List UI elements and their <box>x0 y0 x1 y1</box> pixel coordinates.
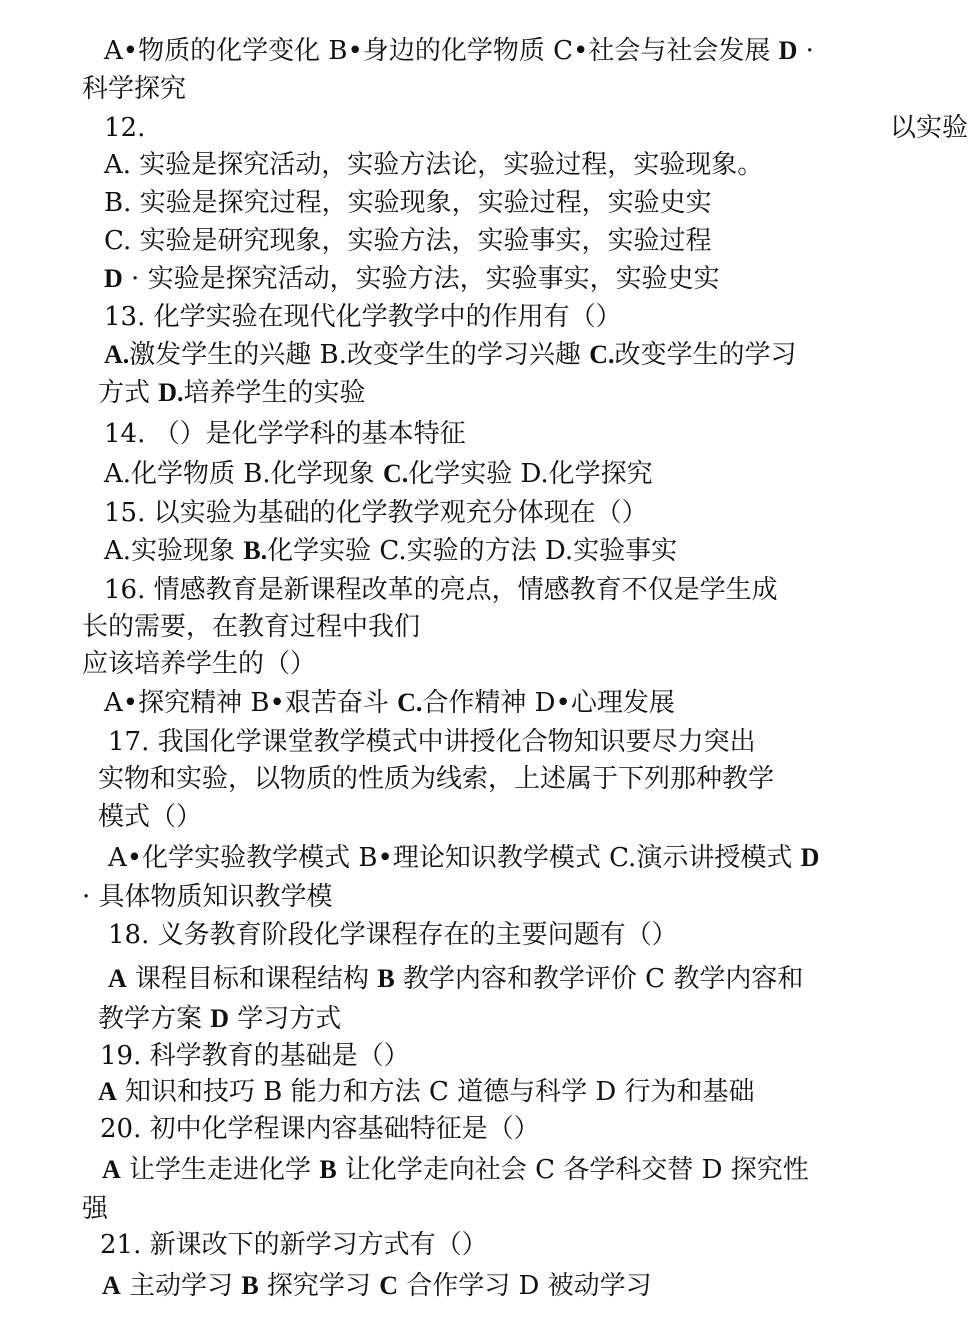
line-24 <box>82 882 333 912</box>
text-segment: · <box>797 36 814 66</box>
bold-option-label: A <box>98 1077 117 1106</box>
text-segment: 科学探究 <box>82 74 187 104</box>
bold-option-label: D. <box>158 378 184 407</box>
line-22 <box>98 802 202 832</box>
line-31 <box>102 1155 809 1185</box>
text-segment: 课程目标和课程结构 <box>126 964 378 994</box>
text-segment: 化学实验 C.实验的方法 D.实验事实 <box>267 536 678 566</box>
text-segment: A•化学实验教学模式 B•理论知识教学模式 C.演示讲授模式 <box>108 843 801 873</box>
text-segment: A.化学物质 B.化学现象 <box>104 459 383 489</box>
text-segment: 探究学习 <box>258 1271 380 1301</box>
text-segment: 合作精神 D•心理发展 <box>422 688 675 718</box>
text-segment: 16. 情感教育是新课程改革的亮点，情感教育不仅是学生成 <box>104 575 778 605</box>
text-segment: 19. 科学教育的基础是（） <box>100 1041 410 1071</box>
line-20 <box>108 727 756 757</box>
bold-option-label: A <box>108 964 127 993</box>
bold-option-label: D <box>800 843 820 872</box>
line-18 <box>82 649 316 679</box>
line-25 <box>108 920 678 950</box>
text-segment: 改变学生的学习 <box>614 340 797 370</box>
line-06 <box>104 188 712 218</box>
text-segment: A.实验现象 <box>104 536 244 566</box>
text-segment: 模式（） <box>98 802 203 832</box>
line-15 <box>104 536 677 566</box>
bold-option-label: D <box>104 264 123 293</box>
text-segment: 合作学习 D 被动学习 <box>397 1271 652 1301</box>
text-segment: 强 <box>82 1194 109 1224</box>
line-32 <box>82 1194 108 1224</box>
bold-option-label: B <box>377 964 395 993</box>
text-segment: 主动学习 <box>120 1271 242 1301</box>
line-27 <box>98 1004 341 1034</box>
line-16 <box>104 575 778 605</box>
text-segment: 让学生走进化学 <box>120 1155 320 1185</box>
line-30 <box>100 1114 540 1144</box>
text-segment: 14. （）是化学学科的基本特征 <box>104 419 466 449</box>
bold-option-label: B. <box>243 536 268 565</box>
text-segment: 17. 我国化学课堂教学模式中讲授化合物知识要尽力突出 <box>108 727 756 757</box>
bold-option-label: A. <box>104 340 130 369</box>
bold-option-label: B <box>241 1271 259 1300</box>
text-segment: B. 实验是探究过程，实验现象，实验过程，实验史实 <box>104 188 712 218</box>
line-26 <box>108 964 803 994</box>
text-segment: 以实验 <box>890 113 968 143</box>
line-12 <box>104 419 466 449</box>
line-33 <box>100 1230 488 1260</box>
line-23 <box>108 843 819 873</box>
line-11 <box>98 378 366 408</box>
text-segment: 让化学走向社会 C 各学科交替 D 探究性 <box>336 1155 809 1185</box>
text-segment: 教学方案 <box>98 1004 211 1034</box>
line-01 <box>104 36 814 66</box>
text-segment: 长的需要，在教育过程中我们 <box>82 612 421 642</box>
bold-option-label: A <box>102 1155 121 1184</box>
bold-option-label: D <box>210 1004 230 1033</box>
line-21 <box>98 764 774 794</box>
line-02 <box>82 74 186 104</box>
text-segment: · 实验是探究活动，实验方法，实验事实，实验史实 <box>122 264 720 294</box>
bold-option-label: C. <box>397 688 423 717</box>
text-segment: 教学内容和教学评价 C 教学内容和 <box>394 964 804 994</box>
text-segment: 18. 义务教育阶段化学课程存在的主要问题有（） <box>108 920 678 950</box>
line-14 <box>104 498 648 528</box>
bold-option-label: C. <box>382 459 409 488</box>
text-segment: 应该培养学生的（） <box>82 649 317 679</box>
text-segment: 12. <box>104 113 146 143</box>
bold-option-label: C. <box>589 340 615 369</box>
line-17 <box>82 612 420 642</box>
text-segment: 培养学生的实验 <box>183 378 366 408</box>
text-segment: 13. 化学实验在现代化学教学中的作用有（） <box>104 302 622 332</box>
line-13 <box>104 459 653 489</box>
line-03 <box>104 113 145 143</box>
line-29 <box>98 1077 754 1107</box>
line-34 <box>102 1271 652 1301</box>
bold-option-label: C <box>379 1271 398 1300</box>
line-19 <box>104 688 675 718</box>
text-segment: 实物和实验，以物质的性质为线索，上述属于下列那种教学 <box>98 764 775 794</box>
bold-option-label: D <box>778 36 798 65</box>
bold-option-label: A <box>102 1271 121 1300</box>
text-segment: 激发学生的兴趣 B.改变学生的学习兴趣 <box>129 340 590 370</box>
text-segment: A•探究精神 B•艰苦奋斗 <box>104 688 398 718</box>
text-segment: 15. 以实验为基础的化学教学观充分体现在（） <box>104 498 648 528</box>
text-segment: A. 实验是探究活动，实验方法论，实验过程，实验现象。 <box>104 150 764 180</box>
text-segment: A•物质的化学变化 B•身边的化学物质 C•社会与社会发展 <box>104 36 779 66</box>
line-07 <box>104 226 712 256</box>
line-04 <box>890 113 968 143</box>
text-segment: 化学实验 D.化学探究 <box>408 459 653 489</box>
line-28 <box>100 1041 410 1071</box>
text-segment: 21. 新课改下的新学习方式有（） <box>100 1230 488 1260</box>
text-segment: 方式 <box>98 378 159 408</box>
text-segment: · 具体物质知识教学模 <box>82 882 333 912</box>
line-10 <box>104 340 796 370</box>
line-08 <box>104 264 720 294</box>
line-05 <box>104 150 763 180</box>
text-segment: 知识和技巧 B 能力和方法 C 道德与科学 D 行为和基础 <box>116 1077 755 1107</box>
text-segment: 学习方式 <box>229 1004 342 1034</box>
text-segment: C. 实验是研究现象，实验方法，实验事实，实验过程 <box>104 226 712 256</box>
text-segment: 20. 初中化学程课内容基础特征是（） <box>100 1114 540 1144</box>
line-09 <box>104 302 622 332</box>
bold-option-label: B <box>319 1155 337 1184</box>
